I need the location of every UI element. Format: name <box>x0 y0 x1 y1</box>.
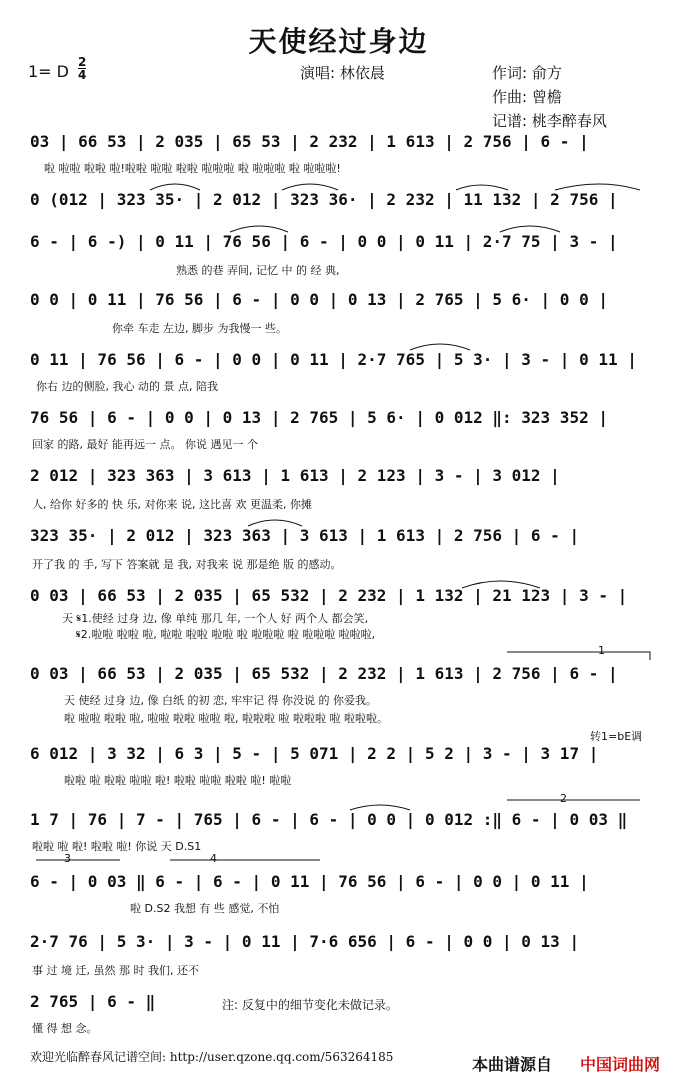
score-line-13: 6 - | 0 03 ‖ 6 - | 6 - | 0 11 | 76 56 | 6 - | 0 0 | 0 11 | <box>30 872 589 891</box>
score-line-10: 0 03 | 66 53 | 2 035 | 65 532 | 2 232 | 1 613 | 2 756 | 6 - | <box>30 664 618 683</box>
time-top: 2 <box>78 55 87 69</box>
score-line-12: 1 7 | 76 | 7 - | 765 | 6 - | 6 - | 0 0 | 0 012 :‖ 6 - | 0 03 ‖ <box>30 810 628 829</box>
score-line-5: 0 11 | 76 56 | 6 - | 0 0 | 0 11 | 2·7 765 | 5 3· | 3 - | 0 11 | <box>30 350 637 369</box>
score-line-14: 2·7 76 | 5 3· | 3 - | 0 11 | 7·6 656 | 6 - | 0 0 | 0 13 | <box>30 932 580 951</box>
lyrics-line-7: 人, 给你 好多的 快 乐, 对你来 说, 这比喜 欢 更温柔, 你摊 <box>32 498 312 511</box>
score-line-3: 6 - | 6 -) | 0 11 | 76 56 | 6 - | 0 0 | 0 11 | 2·7 75 | 3 - | <box>30 232 618 251</box>
volta-bracket-1 <box>507 652 650 660</box>
composer-credit: 作曲: 曾檐 <box>492 88 562 106</box>
score-line-15: 2 765 | 6 - ‖ <box>30 992 156 1011</box>
footer-site-name: 中国词曲网 <box>580 1055 661 1074</box>
lyricist-credit: 作词: 俞方 <box>492 64 562 82</box>
lyrics-line-14: 事 过 境 迁, 虽然 那 时 我们, 还不 <box>32 964 199 977</box>
lyrics-line-6: 回家 的路, 最好 能再远一 点。 你说 遇见一 个 <box>32 438 258 451</box>
lyrics-line-15: 懂 得 想 念。 <box>32 1022 98 1035</box>
footer-source-label: 本曲谱源自 <box>472 1055 553 1074</box>
score-line-11: 6 012 | 3 32 | 6 3 | 5 - | 5 071 | 2 2 | 5 2 | 3 - | 3 17 | <box>30 744 599 763</box>
score-line-2: 0 (012 | 323 35· | 2 012 | 323 36· | 2 232 | 11 132 | 2 756 | <box>30 190 618 209</box>
volta-number-3: 3 <box>64 852 71 865</box>
score-line-7: 2 012 | 323 363 | 3 613 | 1 613 | 2 123 | 3 - | 3 012 | <box>30 466 560 485</box>
lyrics-line-10b: 啦 啦啦 啦啦 啦, 啦啦 啦啦 啦啦 啦, 啦啦啦 啦 啦啦啦 啦 啦啦啦。 <box>64 712 388 725</box>
lyrics-line-3: 熟悉 的巷 弄间, 记忆 中 的 经 典, <box>176 264 340 277</box>
score-line-4: 0 0 | 0 11 | 76 56 | 6 - | 0 0 | 0 13 | 2 765 | 5 6· | 0 0 | <box>30 290 608 309</box>
score-line-8: 323 35· | 2 012 | 323 363 | 3 613 | 1 613 | 2 756 | 6 - | <box>30 526 580 545</box>
time-bottom: 4 <box>78 68 87 82</box>
lyrics-line-5: 你右 边的侧脸, 我心 动的 景 点, 陪我 <box>36 380 218 393</box>
lyrics-line-4: 你牵 车走 左边, 脚步 为我慢一 些。 <box>112 322 287 335</box>
key-signature: 1= D <box>28 62 69 81</box>
singer-credit: 演唱: 林依晨 <box>300 64 385 82</box>
lyrics-line-13: 啦 D.S2 我想 有 些 感觉, 不怕 <box>130 902 280 915</box>
footer-link-text: 欢迎光临醉春风记谱空间: http://user.qzone.qq.com/563264185 <box>30 1050 394 1064</box>
transcription-note: 注: 反复中的细节变化未做记录。 <box>222 998 398 1012</box>
lyrics-line-11: 啦啦 啦 啦啦 啦啦 啦! 啦啦 啦啦 啦啦 啦! 啦啦 <box>64 774 292 787</box>
lyrics-line-9a: 天 𝄋1.使经 过身 边, 像 单纯 那几 年, 一个人 好 两个人 都会笑, <box>62 612 369 625</box>
score-line-1: 03 | 66 53 | 2 035 | 65 53 | 2 232 | 1 613 | 2 756 | 6 - | <box>30 132 589 151</box>
volta-number-4: 4 <box>210 852 217 865</box>
song-title: 天使经过身边 <box>248 25 429 58</box>
score-line-9: 0 03 | 66 53 | 2 035 | 65 532 | 2 232 | 1 132 | 21 123 | 3 - | <box>30 586 628 605</box>
volta-number-2: 2 <box>560 792 567 805</box>
modulation-mark: 转1=bE调 <box>590 730 643 743</box>
lyrics-line-12: 啦啦 啦 啦! 啦啦 啦! 你说 天 D.S1 <box>32 840 202 853</box>
lyrics-line-8: 开了我 的 手, 写下 答案就 是 我, 对我来 说 那是绝 版 的感动。 <box>32 558 342 571</box>
lyrics-line-10a: 天 使经 过身 边, 像 白纸 的初 恋, 牢牢记 得 你没说 的 你爱我。 <box>64 694 377 707</box>
lyrics-line-9b: 𝄋2.啦啦 啦啦 啦, 啦啦 啦啦 啦啦 啦 啦啦啦 啦 啦啦啦 啦啦啦, <box>76 628 376 641</box>
transcriber-credit: 记谱: 桃李醉春风 <box>492 112 607 130</box>
score-line-6: 76 56 | 6 - | 0 0 | 0 13 | 2 765 | 5 6· | 0 012 ‖: 323 352 | <box>30 408 608 427</box>
volta-number-1: 1 <box>598 644 605 657</box>
lyrics-line-1: 啦 啦啦 啦啦 啦!啦啦 啦啦 啦啦 啦啦啦 啦 啦啦啦 啦 啦啦啦! <box>44 162 341 175</box>
